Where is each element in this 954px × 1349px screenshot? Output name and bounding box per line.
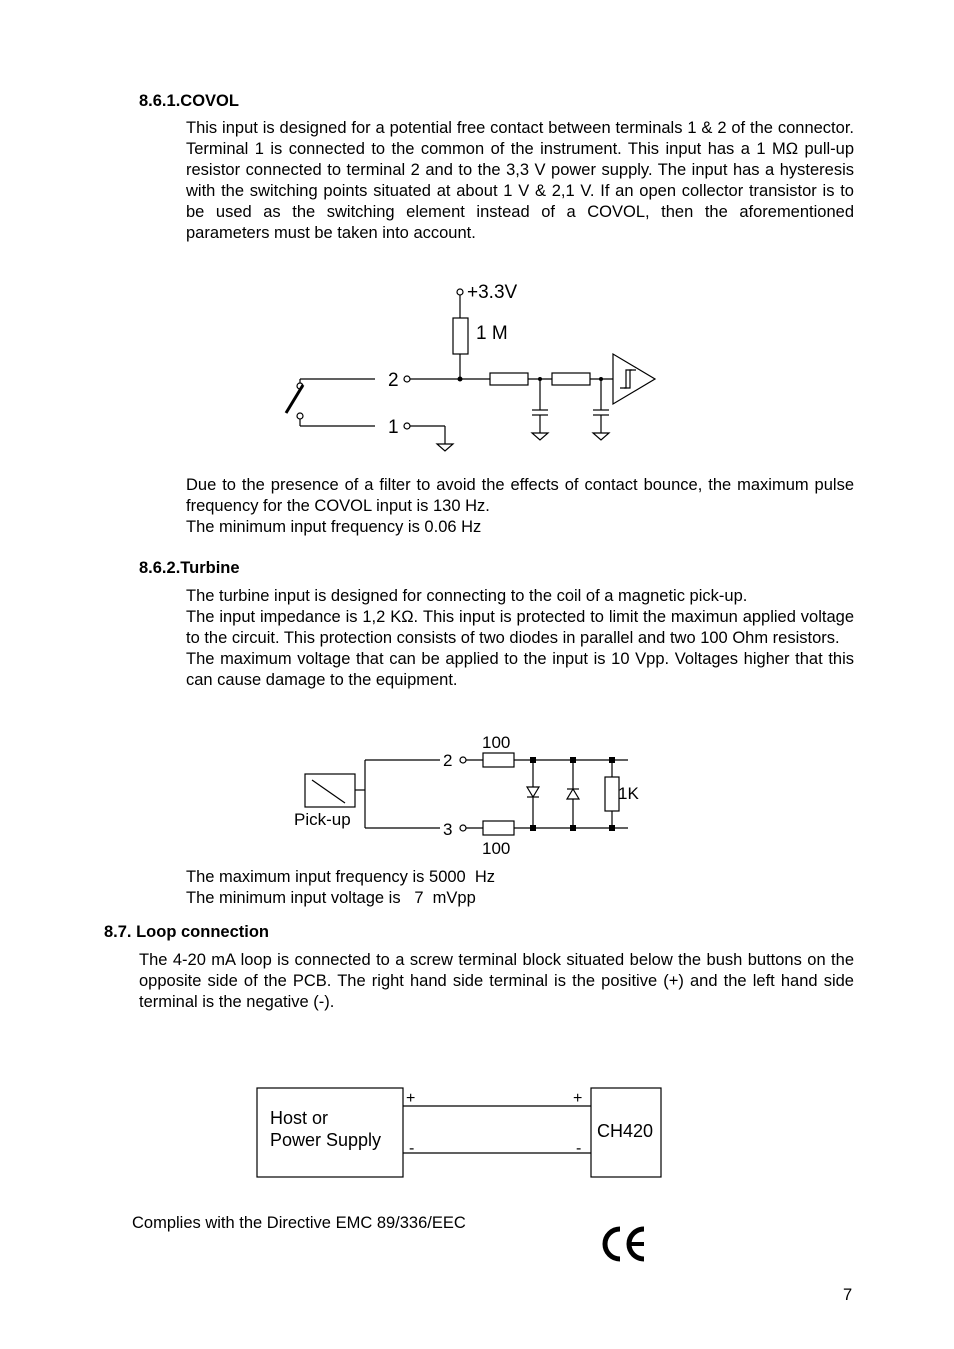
series-resistor-icon xyxy=(483,753,514,767)
page-number: 7 xyxy=(843,1286,853,1304)
covol-note-min-frequency: The minimum input frequency is 0.06 Hz xyxy=(186,518,482,536)
shunt-resistor-icon xyxy=(605,777,619,811)
ce-mark-icon xyxy=(600,1224,650,1264)
diode-icon xyxy=(527,787,539,797)
terminal-2-label: 2 xyxy=(388,370,399,391)
plus-left-label: + xyxy=(406,1090,416,1107)
covol-circuit-diagram xyxy=(270,270,690,460)
resistor-top-label: 100 xyxy=(482,733,511,752)
loop-connection-diagram xyxy=(250,1080,670,1185)
schmitt-trigger-icon xyxy=(613,354,655,404)
terminal-2-label: 2 xyxy=(443,751,453,770)
turbine-paragraph-1: The turbine input is designed for connecting to the coil of a magnetic pick-up. xyxy=(186,587,748,605)
filter-resistor-icon xyxy=(552,373,590,385)
series-resistor-icon xyxy=(483,821,514,835)
compliance-text: Complies with the Directive EMC 89/336/EEC xyxy=(132,1214,466,1232)
minus-right-label: - xyxy=(576,1140,582,1157)
resistor-bottom-label: 100 xyxy=(482,839,511,858)
device-label: CH420 xyxy=(597,1121,654,1141)
diode-icon xyxy=(567,789,579,799)
plus-right-label: + xyxy=(573,1090,583,1107)
pullup-resistor-icon xyxy=(453,318,468,354)
terminal-3-label: 3 xyxy=(443,820,453,839)
section-heading-loop: 8.7. Loop connection xyxy=(104,923,270,941)
supply-label: +3.3V xyxy=(467,282,518,303)
pullup-resistor-label: 1 M xyxy=(476,323,508,344)
host-label-line2: Power Supply xyxy=(270,1130,382,1150)
turbine-note-max-frequency: The maximum input frequency is 5000 Hz xyxy=(186,868,496,886)
terminal-1-label: 1 xyxy=(388,417,399,438)
pickup-coil-icon xyxy=(305,774,355,807)
contact-switch-icon xyxy=(286,385,303,413)
turbine-note-min-voltage: The minimum input voltage is 7 mVpp xyxy=(186,889,476,907)
host-label-line1: Host or xyxy=(270,1108,329,1128)
turbine-paragraphs xyxy=(186,586,854,691)
turbine-paragraph-3: The maximum voltage that can be applied to the input is 10 Vpp. Voltages higher that this can cause damage to the equipment. xyxy=(186,650,854,689)
covol-note-bounce: Due to the presence of a filter to avoid the effects of contact bounce, the maximum pulse frequency for the COVOL input is 130 Hz. xyxy=(186,476,854,515)
minus-left-label: - xyxy=(409,1140,415,1157)
turbine-circuit-diagram xyxy=(290,728,640,860)
covol-paragraph: This input is designed for a potential free contact between terminals 1 & 2 of the connector. Terminal 1 is connected to the common of the instrument. This input has a 1 MΩ pull-up resistor connected to terminal 2 and to the 3,3 V power supply. The input has a hysteresis with the switching points situated at about 1 V & 2,1 V. If an open collector transistor is to be used as the switching element instead of a COVOL, then the aforementioned parameters must be taken into account. xyxy=(186,119,854,242)
section-heading-turbine: 8.6.2.Turbine xyxy=(139,559,240,577)
section-heading-covol: 8.6.1.COVOL xyxy=(139,92,239,110)
loop-paragraph: The 4-20 mA loop is connected to a screw terminal block situated below the bush buttons on the opposite side of the PCB. The right hand side terminal is the positive (+) and the left hand side terminal is the negative (-). xyxy=(139,951,854,1011)
filter-resistor-icon xyxy=(490,373,528,385)
pickup-label: Pick-up xyxy=(294,810,351,829)
shunt-resistor-label: 1K xyxy=(618,784,639,803)
turbine-paragraph-2: The input impedance is 1,2 KΩ. This input is protected to limit the maximun applied voltage to the circuit. This protection consists of two diodes in parallel and two 100 Ohm resistors. xyxy=(186,608,854,647)
covol-notes xyxy=(186,475,854,538)
ground-icon xyxy=(437,444,453,451)
turbine-notes xyxy=(186,867,495,909)
